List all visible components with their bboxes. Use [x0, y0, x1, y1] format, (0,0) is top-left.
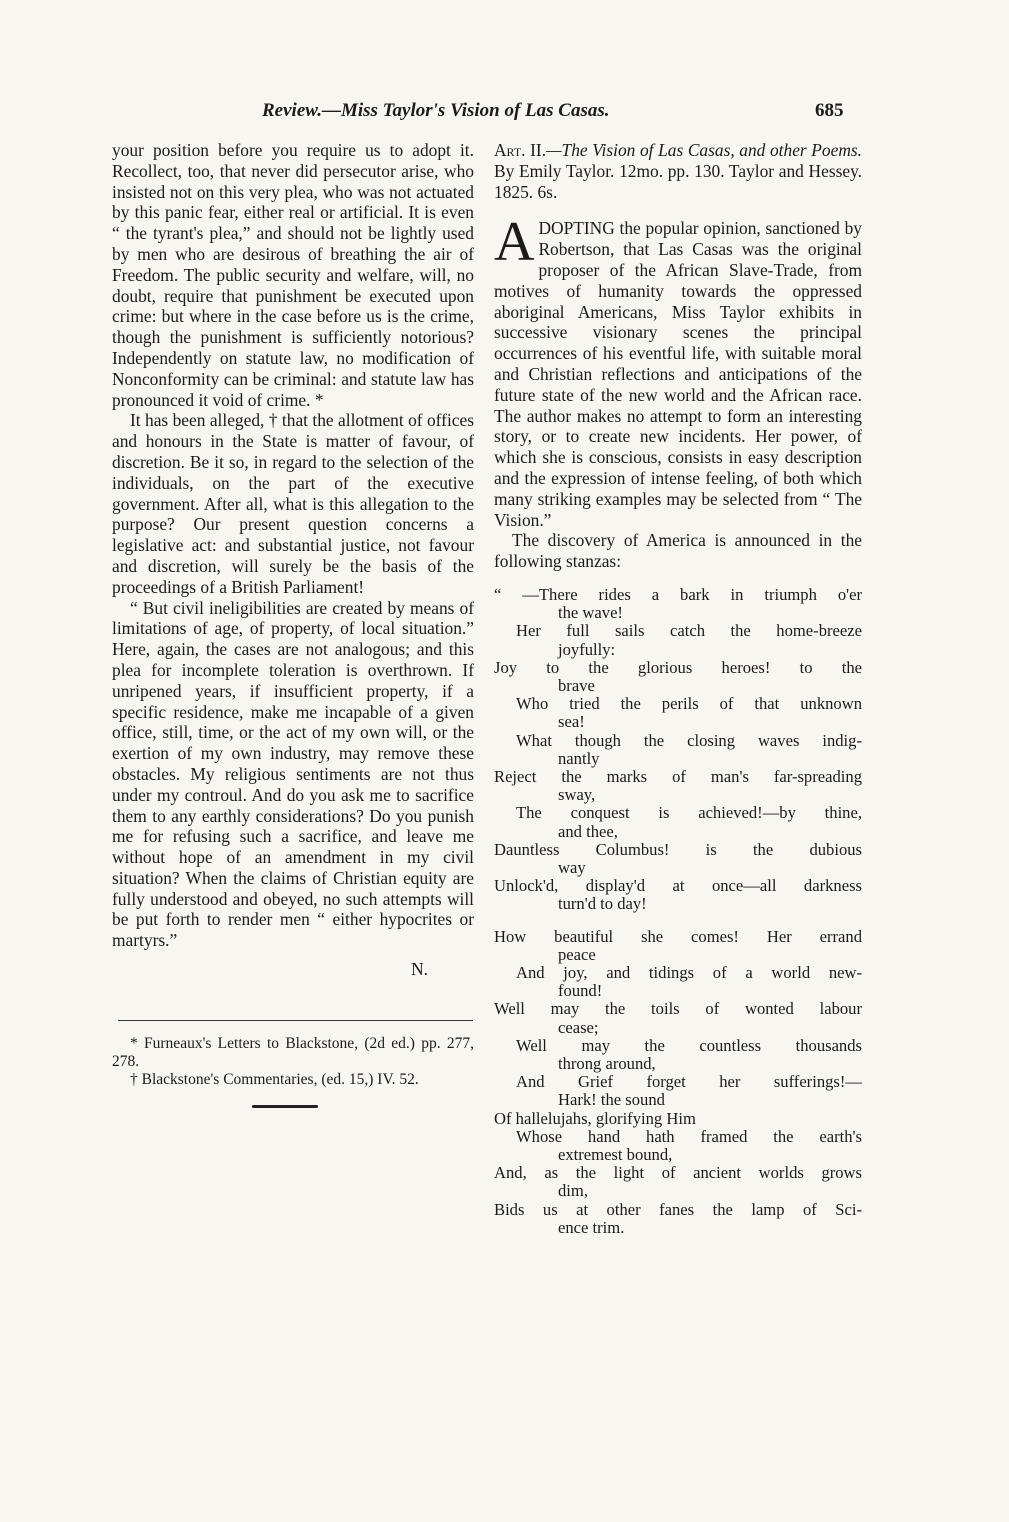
poem-line-text: Her full sails catch the home-breeze: [516, 621, 862, 641]
poem-line: [494, 841, 862, 877]
page-number: 685: [815, 100, 844, 121]
poem-turnover: found!: [558, 981, 603, 1001]
article-number: Art. II.: [494, 140, 547, 160]
drop-cap: A: [494, 211, 535, 274]
poem-turnover: extremest bound,: [558, 1145, 673, 1165]
article-author: By Emily Taylor.: [494, 160, 615, 181]
body-paragraph: your position before you require us to adopt it. Recollect, too, that never did persecutor arise, who insisted not on this very plea, who was not actuated by this panic fear, either real or artificial. It is even “ the tyrant's plea,” and should not be lightly used by men who are desirous of breathing the air of Freedom. The public security and welfare, will, no doubt, require that punishment be executed upon crime: but where in the case before us is the crime, though the punishment is sufficiently notorious? Independently on statute law, no modification of Nonconformity can be criminal: and statute law has pronounced it void of crime. *: [112, 140, 474, 410]
poem-line: [494, 1000, 862, 1036]
poem-line-text: And joy, and tidings of a world new-: [516, 963, 862, 982]
poem-line-text: What though the closing waves indig-: [516, 730, 862, 750]
tail-ornament: [252, 1105, 318, 1108]
poem-line: [494, 804, 862, 840]
poem-line: [494, 732, 862, 768]
right-column: [494, 140, 862, 1251]
poem-line: [494, 1073, 862, 1109]
poem-line: [494, 622, 862, 658]
poem-turnover: ence trim.: [558, 1217, 625, 1237]
poem-line-text: Who tried the perils of that unknown: [516, 694, 862, 714]
poem-turnover: Hark! the sound: [558, 1090, 665, 1110]
poem-turnover: sway,: [558, 785, 596, 805]
poem-line-text: And Grief forget her sufferings!—: [516, 1072, 862, 1092]
poem-line: [494, 659, 862, 695]
running-title: Review.—Miss Taylor's Vision of Las Casas.: [262, 100, 610, 121]
poem-line: [494, 586, 862, 622]
poem-turnover: cease;: [558, 1017, 599, 1037]
body-paragraph: It has been alleged, † that the allotment of offices and honours in the State is matter of favour, of discretion. Be it so, in regard to the selection of the individuals, on the part of the executive government. After all, what is this allegation to the purpose? Our present question concerns a legislative act: and substantial justice, not favour and discretion, will surely be the basis of the proceedings of a British Parliament!: [112, 410, 474, 597]
poem-turnover: and thee,: [558, 821, 618, 841]
poem-stanza: [494, 586, 862, 914]
intro-first-line: DOPTING the popular opinion,: [538, 218, 761, 239]
footnote: † Blackstone's Commentaries, (ed. 15,) IV. 52.: [130, 1070, 419, 1088]
poem-turnover: brave: [558, 675, 595, 695]
poem-turnover: nantly: [558, 748, 600, 768]
poem-turnover: dim,: [558, 1181, 588, 1201]
poem-line: [494, 877, 862, 913]
intro-text: sanctioned by Robertson, that Las Casas was the original proposer of the African Slave-Trade, from motives of humanity towards the oppressed aboriginal Americans, Miss Taylor exhibits in successive visionary scenes the principal occurrences of his eventful life, with suitable moral and Christian reflections and anticipations of the future state of the new world and the African race. The author makes no attempt to form an interesting story, or to create new incidents. Her power, of which she is conscious, consists in easy description and the expression of intense feeling, of both which many striking examples may be selected from “ The Vision.”: [494, 218, 862, 530]
poem-line: [494, 768, 862, 804]
poem-line-text: Of hallelujahs, glorifying Him: [494, 1108, 696, 1128]
lead-in-paragraph: The discovery of America is announced in the following stanzas:: [494, 530, 862, 572]
poem-line-text: Bids us at other fanes the lamp of Sci-: [494, 1199, 862, 1219]
footnote: * Furneaux's Letters to Blackstone, (2d ed.) pp. 277, 278.: [112, 1034, 474, 1070]
poem-line: [494, 1201, 862, 1237]
poem-stanza: [494, 928, 862, 1237]
body-paragraph: “ But civil ineligibilities are created by means of limitations of age, of property, of local situation.” Here, again, the cases are not analogous; and this plea for incomplete toleration is overthrown. If unripened years, if insufficient property, if a specific residence, make me incapable of a given office, still, time, or the act of my own will, or the exertion of my own industry, may remove these obstacles. My religious sentiments are not thus under my controul. And do you ask me to sacrifice them to any earthly considerations? Do you punish me for refusing such a sacrifice, and leave me without hope of an amendment in my civil situation? When the claims of Christian equity are fully understood and obeyed, no such attempts will be put forth to render men “ either hypocrites or martyrs.”: [112, 597, 474, 951]
poem-line: [494, 1128, 862, 1164]
poem-line-text: Dauntless Columbus! is the dubious: [494, 839, 862, 859]
footnote-rule: [118, 1020, 473, 1021]
poem-line-text: “ —There rides a bark in triumph o'er: [494, 584, 862, 604]
left-column: [112, 140, 474, 1108]
poem-line: [494, 695, 862, 731]
poem-turnover: peace: [558, 944, 596, 964]
poem-line: [494, 928, 862, 964]
article-title: —The Vision of Las Casas, and other Poems.: [546, 140, 862, 160]
article-heading: [494, 140, 862, 202]
poem: [494, 586, 862, 1237]
poem-line-text: Joy to the glorious heroes! to the: [494, 657, 862, 677]
poem-turnover: turn'd to day!: [558, 894, 647, 914]
poem-line-text: The conquest is achieved!—by thine,: [516, 803, 862, 823]
poem-turnover: the wave!: [558, 603, 623, 623]
poem-line-text: Unlock'd, display'd at once—all darkness: [494, 876, 862, 896]
poem-line-text: And, as the light of ancient worlds grows: [494, 1163, 862, 1183]
poem-line: [494, 964, 862, 1000]
poem-line-text: Well may the toils of wonted labour: [494, 999, 862, 1019]
poem-line-text: Reject the marks of man's far-spreading: [494, 766, 862, 786]
poem-turnover: joyfully:: [558, 639, 616, 659]
poem-turnover: sea!: [558, 712, 585, 732]
poem-line: [494, 1110, 862, 1128]
poem-turnover: throng around,: [558, 1054, 656, 1074]
poem-line: [494, 1164, 862, 1200]
poem-turnover: way: [558, 857, 586, 877]
page-header: [0, 100, 1009, 130]
poem-line-text: Well may the countless thousands: [516, 1035, 862, 1055]
poem-line-text: Whose hand hath framed the earth's: [516, 1126, 862, 1146]
poem-line-text: How beautiful she comes! Her errand: [494, 926, 862, 946]
author-signature: N.: [411, 959, 428, 980]
poem-line: [494, 1037, 862, 1073]
article-details: 12mo. pp. 130. Taylor and Hessey. 1825. 6s.: [494, 160, 862, 202]
intro-paragraph: [494, 211, 862, 530]
